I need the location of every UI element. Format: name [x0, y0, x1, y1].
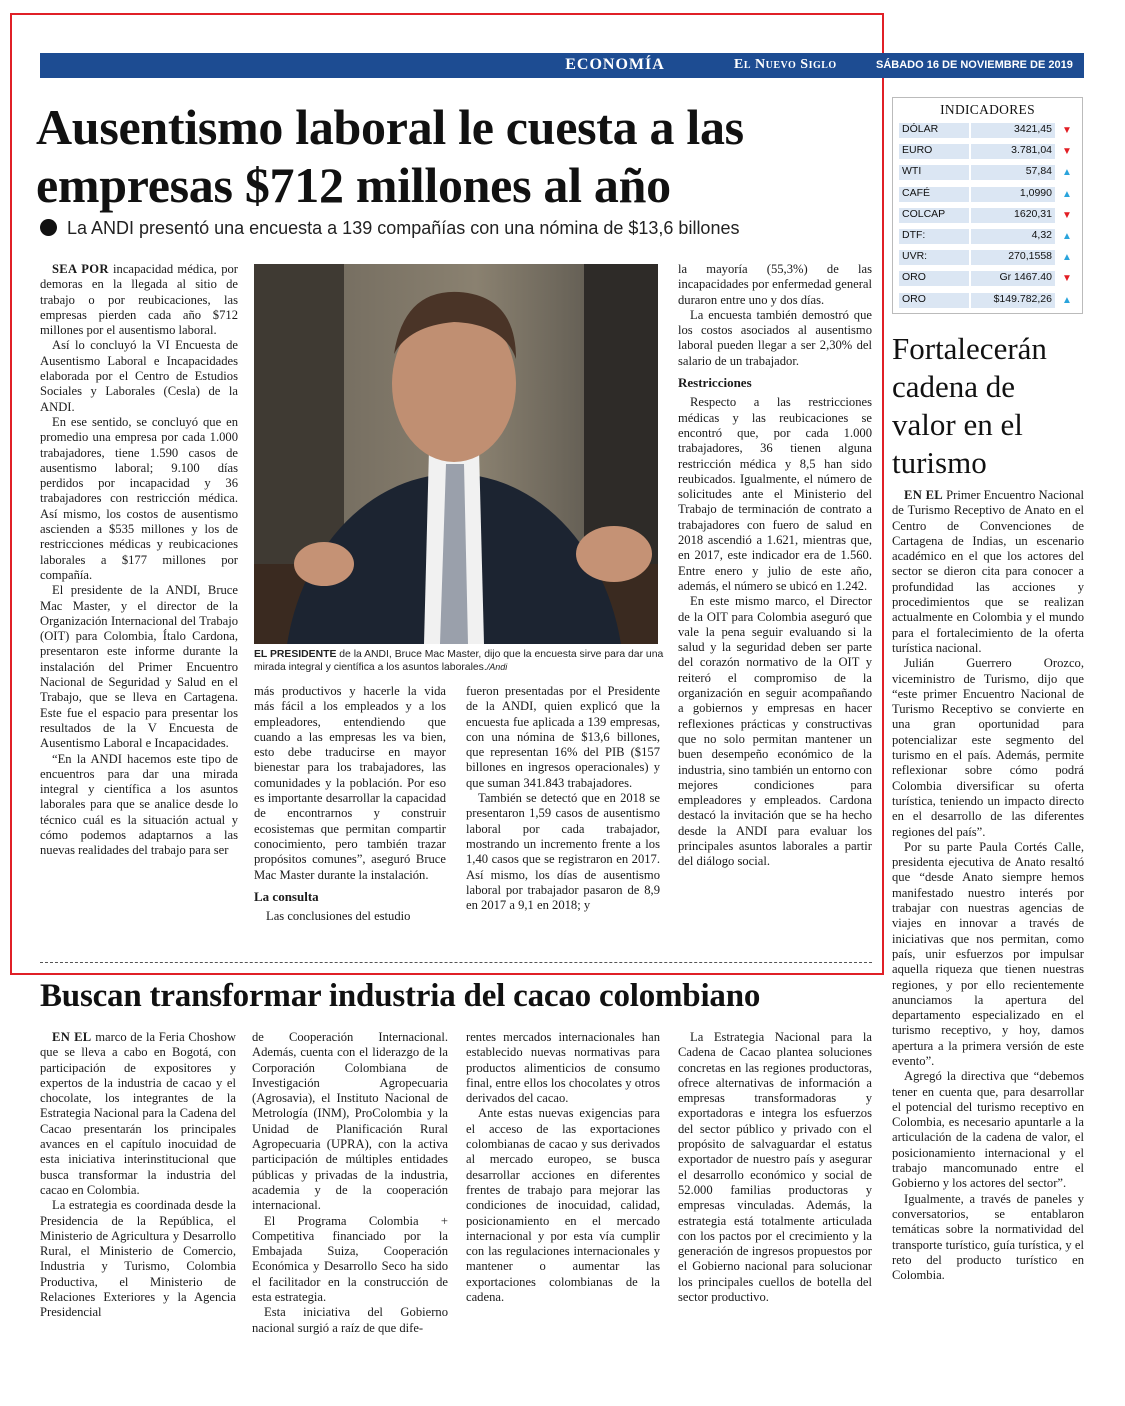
paragraph-text: También se detectó que en 2018 se presentaron 1,59 casos de ausentismo laboral por cada trabajador, mostrando un incremento frente a los 1,40 casos que se registraron en 2017. Así mismo, los días de ausentismo laboral por trabajador pasaron de 8,9 en 2017 a 9,1 en 2018; y: [466, 791, 660, 913]
indicator-name: COLCAP: [899, 208, 969, 223]
trend-down-icon: ▼: [1062, 273, 1072, 285]
trend-down-icon: ▼: [1062, 209, 1072, 221]
subheading: Restricciones: [678, 375, 752, 391]
paragraph: [892, 656, 1084, 840]
lead-in: SEA POR: [52, 262, 109, 276]
paragraph-text: Agregó la directiva que “debemos tener en cuenta que, para desarrollar el potencial del turismo receptivo en Colombia, es necesario apuntarle a la articulación de la cadena de valor, el posicionamiento internacional y el trabajo mancomunado entre el Gobierno y los actores del sector”.: [892, 1069, 1084, 1191]
indicator-row: [897, 141, 1079, 159]
trend-up-icon: ▲: [1062, 188, 1072, 200]
photo-credit: /Andi: [486, 662, 508, 672]
paragraph-text: El Programa Colombia + Competitiva financiado por la Embajada Suiza, Cooperación Económica y Desarrollo Seco ha sido el facilitador en la construcción de esta estrategia.: [252, 1213, 448, 1305]
article-column-1: [40, 262, 238, 859]
paragraph-text: La encuesta también demostró que los costos asociados al ausentismo laboral pueden llegar a ser 2,30% del salario de un trabajador.: [678, 307, 872, 368]
paragraph: [252, 1214, 448, 1306]
paragraph: [254, 909, 446, 924]
paragraph: [40, 262, 238, 338]
paragraph-text: En este mismo marco, el Director de la OIT para Colombia aseguró que vale la pena seguir evaluando si la salud y la seguridad deben ser parte del corazón normativo de la OIT y reiteró el compromiso de la organización en seguir acompañando a gobiernos y empresas en hacer reflexiones prácticas y constructivas que no solo permitan mantener un buen desempeño económico de la industria, sino también un entorno con mejores condiciones para empleadores y empleados. Cardona destacó la invitación que se ha hecho desde la ANDI para evaluar los principales asuntos laborales a partir del diálogo social.: [678, 594, 872, 869]
publication-name: El Nuevo Siglo: [734, 57, 837, 72]
indicator-name: WTI: [899, 165, 969, 180]
paragraph: [892, 1069, 1084, 1191]
lead-in: EN EL: [904, 488, 943, 502]
indicator-name: EURO: [899, 144, 969, 159]
trend-up-icon: ▲: [1062, 294, 1072, 306]
trend-up-icon: ▲: [1062, 167, 1072, 179]
second-headline: Buscan transformar industria del cacao colombiano: [40, 978, 761, 1014]
paragraph: [678, 395, 872, 594]
indicator-value: 57,84: [971, 165, 1055, 180]
indicators-title: INDICADORES: [940, 102, 1035, 117]
indicator-value: 3421,45: [971, 123, 1055, 138]
paragraph-text: En ese sentido, se concluyó que en promedio una empresa por cada 1.000 trabajadores, tiene 1.590 casos de ausentismo laboral; 9.100 días perdidos por incapacidad y 36 trabajadores con restricción médica. Así mismo, los costos de ausentismo ascienden a $535 millones y los de restricciones médicas y reubicaciones laborales a $177 millones por compañía.: [40, 414, 238, 582]
paragraph-text: Esta iniciativa del Gobierno nacional surgió a raíz de que dife-: [252, 1305, 448, 1335]
indicator-row: [897, 247, 1079, 265]
paragraph-text: marco de la Feria Choshow que se lleva a cabo en Bogotá, con participación de expositores y expertos de la industria de cacao y el chocolate, los integrantes de la Estrategia Nacional para la Cadena del Cacao presentarán los principales avances en el capítulo inocuidad de esta iniciativa interinstitucional que busca transformar la industria del cacao en Colombia.: [40, 1030, 236, 1197]
indicator-row: [897, 120, 1079, 138]
article-divider: [40, 962, 872, 963]
second-column-2: [252, 1030, 448, 1336]
paragraph-text: incapacidad médica, por demoras en la llegada al sitio de trabajo o por reubicaciones, las empresas pierden cada año $712 millones por el ausentismo laboral.: [40, 262, 238, 338]
paragraph: [40, 583, 238, 751]
article-column-4: [678, 262, 872, 870]
paragraph-text: la mayoría (55,3%) de las incapacidades por enfermedad general duraron entre uno y dos días.: [678, 262, 872, 307]
paragraph-text: Ante estas nuevas exigencias para el acceso de las exportaciones colombianas de cacao y sus derivados al mercado europeo, se busca desarrollar acciones en diferentes frentes de trabajo para mejorar las condiciones de inocuidad, calidad, posicionamiento en el mercado internacional y por esta vía cumplir con las regulaciones internacionales y mantener o aumentar las exportaciones colombianas de la cadena.: [466, 1106, 660, 1305]
indicator-row: [897, 205, 1079, 223]
paragraph: [466, 1030, 660, 1106]
paragraph-text: La estrategia es coordinada desde la Presidencia de la República, el Ministerio de Agricultura y Desarrollo Rural, el Ministerio de Comercio, Industria y Turismo, Colombia Productiva, el Ministerio de Relaciones Exteriores y la Agencia Presidencial: [40, 1198, 236, 1320]
paragraph-text: La Estrategia Nacional para la Cadena de Cacao plantea soluciones concretas en las regiones productoras, ofrece alternativas de información a empresas transformadoras y exportadoras e integra los esfuerzos del sector público y privado con el propósito de salvaguardar el estatus exportador de nuestro país y asegurar el desarrollo económico y social de 52.000 familias productoras y empresas vinculadas. Además, la estrategia está totalmente articulada con los pactos por el crecimiento y la generación de ingresos propuestos por el Gobierno nacional para solucionar los principales cuellos de botella del sector productivo.: [678, 1030, 872, 1305]
second-column-4: [678, 1030, 872, 1305]
indicator-name: DTF:: [899, 229, 969, 244]
indicator-row: [897, 162, 1079, 180]
sidebar-article: [892, 488, 1084, 1283]
bullet-icon: [40, 219, 57, 236]
deck-text: La ANDI presentó una encuesta a 139 compañías con una nómina de $13,6 billones: [67, 218, 740, 238]
lead-in: EN EL: [52, 1030, 92, 1044]
paragraph: [40, 338, 238, 414]
indicator-value: Gr 1467.40: [971, 271, 1055, 286]
paragraph: [678, 594, 872, 869]
indicator-name: ORO: [899, 271, 969, 286]
indicator-value: 1620,31: [971, 208, 1055, 223]
indicator-value: 3.781,04: [971, 144, 1055, 159]
trend-up-icon: ▲: [1062, 231, 1072, 242]
indicator-name: CAFÉ: [899, 187, 969, 202]
main-headline: Ausentismo laboral le cuesta a las empresas $712 millones al año: [36, 99, 744, 213]
paragraph: [678, 262, 872, 308]
paragraph: [466, 1106, 660, 1305]
paragraph: [892, 840, 1084, 1069]
paragraph: [678, 1030, 872, 1305]
paragraph-text: El presidente de la ANDI, Bruce Mac Master, y el director de la Organización Internacional del Trabajo (OIT) para Colombia, Ítalo Cardona, presentaron este informe durante la instalación del Primer Encuentro Nacional de Seguridad y Salud en el Trabajo, que se lleva en Cartagena. Este fue el espacio para presentar los resultados de la V Encuesta de Ausentismo Laboral e Incapacidades.: [40, 583, 238, 751]
main-deck: [40, 218, 880, 239]
indicator-row: [897, 290, 1079, 308]
indicator-value: 4,32: [971, 229, 1055, 244]
trend-down-icon: ▼: [1062, 125, 1072, 136]
paragraph: [466, 684, 660, 791]
paragraph: [892, 1192, 1084, 1284]
article-column-3: [466, 684, 660, 913]
indicator-row: [897, 226, 1079, 244]
page-number: 3B: [1092, 54, 1116, 74]
photo-caption: [254, 648, 664, 674]
paragraph: [40, 752, 238, 859]
second-column-3: [466, 1030, 660, 1305]
indicator-name: DÓLAR: [899, 123, 969, 138]
caption-text: de la ANDI, Bruce Mac Master, dijo que la encuesta sirve para dar una mirada integral y científica a los asuntos laborales.: [254, 649, 664, 673]
sidebar-headline: Fortalecerán cadena de valor en el turismo: [892, 331, 1047, 480]
paragraph-text: “En la ANDI hacemos este tipo de encuentros para dar una mirada integral y científica a los asuntos laborales para que se analice desde lo técnico cuál es la situación actual y cómo podemos adaptarnos a las nuevas realidades del trabajo para ser: [40, 751, 238, 858]
indicators-box: [892, 97, 1083, 314]
section-name: ECONOMÍA: [565, 56, 665, 73]
paragraph-text: Primer Encuentro Nacional de Turismo Receptivo de Anato en el Centro de Convenciones de Cartagena de Indias, un escenario académico en el que los actores del sector se dieron cita para conocer a profundidad las acciones y procedimientos que se realizan actualmente en Colombia y el mundo para el fortalecimiento de la oferta turística nacional.: [892, 488, 1084, 655]
paragraph-text: Las conclusiones del estudio: [266, 909, 411, 924]
paragraph: [678, 308, 872, 369]
paragraph: [252, 1030, 448, 1214]
paragraph: [254, 684, 446, 883]
paragraph-text: Por su parte Paula Cortés Calle, presidenta ejecutiva de Anato resaltó que “desde Anato siempre hemos manifestado nuestro interés por trabajar con nuestras agencias de viajes en innovar a través de iniciativas que nos permitan, como país, unir esfuerzos por impulsar aquella riqueza que tienen nuestras regiones, y por ello recientemente anunciamos la apertura del departamento especializado en el turismo receptivo, y hoy, damos apertura a la primera versión de este evento”.: [892, 839, 1084, 1068]
paragraph: [40, 415, 238, 583]
paragraph-text: rentes mercados internacionales han establecido nuevas normativas para productos alimenticios de consumo final, entre ellos los chocolates y otros derivados del cacao.: [466, 1030, 660, 1106]
paragraph-text: Igualmente, a través de paneles y conversatorios, se entablaron temáticas sobre la normatividad del transporte turístico, guía turística, y el reto del producto turístico en Colombia.: [892, 1191, 1084, 1283]
indicator-row: [897, 268, 1079, 286]
indicator-row: [897, 184, 1079, 202]
indicator-value: $149.782,26: [971, 293, 1055, 308]
paragraph: [466, 791, 660, 913]
paragraph-text: de Cooperación Internacional. Además, cuenta con el liderazgo de la Corporación Colombiana de Investigación Agropecuaria (Agrosavia), el Instituto Nacional de Metrología (INM), ProColombia y la Unidad de Planificación Rural Agropecuaria (UPRA), con la activa participación de múltiples entidades públicas y privadas de la industria, academia y de la cooperación internacional.: [252, 1030, 448, 1213]
trend-up-icon: ▲: [1062, 252, 1072, 264]
paragraph-text: más productivos y hacerle la vida más fácil a los empleados y a los empleadores, entendiendo que cuando a las empresas les va bien, esto debe traducirse en mayor bienestar para los trabajadores, las comunidades y la población. Por eso es importante desarrollar la capacidad de encontrarnos y construir ecosistemas que permitan compartir conocimiento, pero también trazar propósitos comunes”, aseguró Bruce Mac Master durante la instalación.: [254, 684, 446, 882]
paragraph: [252, 1305, 448, 1336]
publication-date: SÁBADO 16 DE NOVIEMBRE DE 2019: [876, 59, 1073, 71]
section-header-bar: [40, 53, 1116, 78]
paragraph: [892, 488, 1084, 656]
paragraph: [40, 1198, 236, 1320]
article-column-2: [254, 684, 446, 924]
second-column-1: [40, 1030, 236, 1321]
photo-illustration: [254, 264, 658, 644]
trend-down-icon: ▼: [1062, 146, 1072, 158]
indicator-value: 1,0990: [971, 187, 1055, 202]
paragraph-text: Julián Guerrero Orozco, viceministro de Turismo, dijo que “este primer Encuentro Nacional de Turismo Receptivo se convierte en una gran oportunidad para potencializar este segmento del turismo en el país. Además, permite reflexionar sobre cómo podrá Colombia diversificar su oferta turística, teniendo un impacto directo en el desarrollo de las diferentes regiones del país”.: [892, 656, 1084, 839]
paragraph: [40, 1030, 236, 1198]
indicator-value: 270,1558: [971, 250, 1055, 265]
indicator-name: ORO: [899, 293, 969, 308]
paragraph-text: fueron presentadas por el Presidente de la ANDI, quien explicó que la encuesta fue aplicada a 139 empresas, con una nómina de $13,6 billones, que representan 16% del PIB ($157 billones en ingresos operacionales) y que suman 341.843 trabajadores.: [466, 684, 660, 790]
paragraph-text: Respecto a las restricciones médicas y las reubicaciones se encontró que, por cada 1.000 trabajadores, 36 tienen alguna restricción médica y 8,5 han sido reubicados. Igualmente, el número de solicitudes ante el Ministerio del Trabajo de terminación de contrato a trabajadores con fuero de salud en 2018 ascendió a 1.621, mientras que, en 2017, este indicador era de 1.560. Entre enero y julio de este año, además, el número se ubicó en 1.242.: [678, 395, 872, 593]
paragraph-text: Así lo concluyó la VI Encuesta de Ausentismo Laboral e Incapacidades elaborada por el Centro de Estudios Sociales y Laborales (Cesla) de la ANDI.: [40, 338, 238, 414]
subheading: La consulta: [254, 888, 319, 904]
caption-lead: EL PRESIDENTE: [254, 649, 337, 660]
article-photo: [254, 264, 658, 644]
indicator-name: UVR:: [899, 250, 969, 265]
